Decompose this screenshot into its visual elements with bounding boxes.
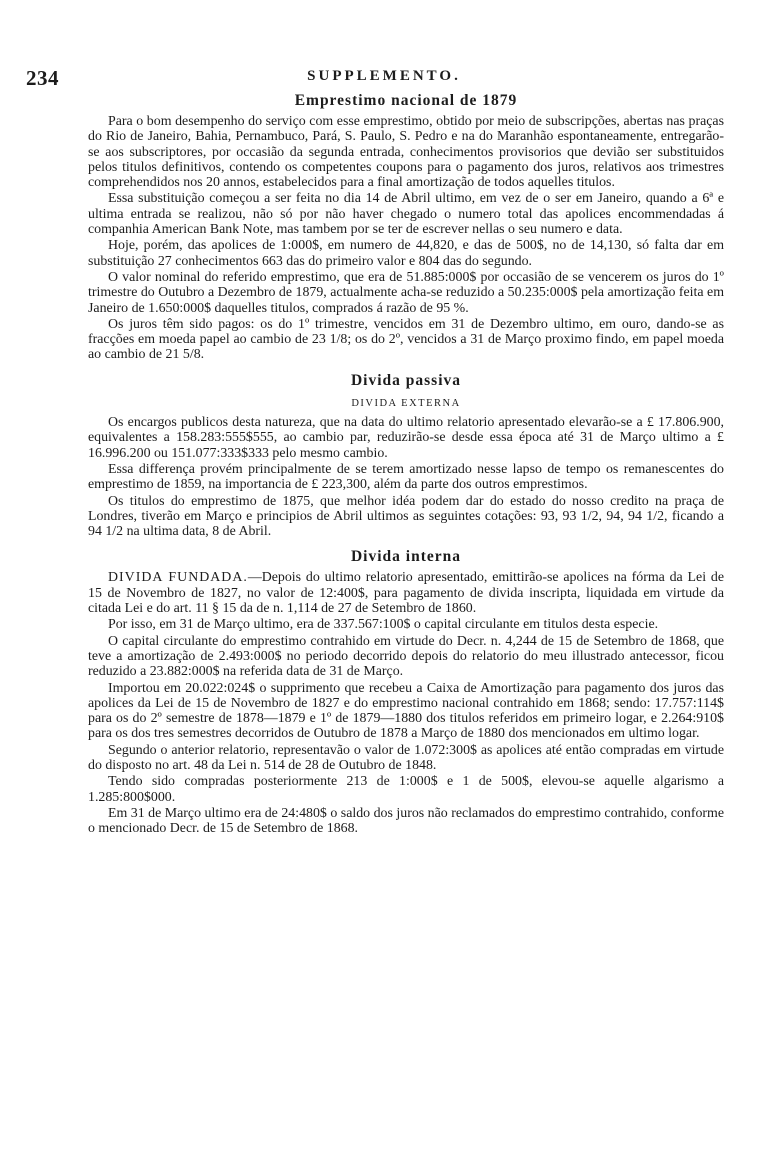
paragraph: Os encargos publicos desta natureza, que na data do ultimo relatorio apresentado elevarão-se a £ 17.806.900, equivalentes a 158.283:555$555, ao cambio par, reduzirão-se desde essa época até 31 de Março ultimo a £ 16.996.200 ou 151.077:333$333 pelo mesmo cambio. xyxy=(88,415,724,461)
subheading-divida-externa: DIVIDA EXTERNA xyxy=(351,397,461,409)
paragraph: Essa differença provém principalmente de se terem amortizado nesse lapso de tempo os remanescentes do emprestimo de 1859, na importancia de £ 223,300, além da parte dos outros emprestimos. xyxy=(88,461,724,493)
paragraph: Essa substituição começou a ser feita no dia 14 de Abril ultimo, em vez de o ser em Janeiro, quando a 6ª e ultima entrada se realizou, não só por não haver chegado o numero total das apolices encommendadas á companhia American Bank Note, mas tambem por se ter de escrever nellas o seu numero e data. xyxy=(88,191,724,238)
section-title: Emprestimo nacional de 1879 xyxy=(294,92,518,109)
paragraph: Hoje, porém, das apolices de 1:000$, em numero de 44,820, e das de 500$, no de 14,130, só falta dar em substituição 27 conhecimentos 663 das do primeiro valor e 804 das do segundo. xyxy=(88,238,724,269)
page-number: 234 xyxy=(26,66,59,90)
divida-fundada-text: —Depois do ultimo relatorio apresentado, emittirão-se apolices na fórma da Lei de 15 de Novembro de 1827, no valor de 12:400$, para pagamento de divida inscripta, liquidada em virtude da citada Lei e do art. 11 § 15 da de n. 1,114 de 27 de Setembro de 1860. xyxy=(88,570,724,617)
heading-divida-interna: Divida interna xyxy=(350,548,462,566)
paragraph: Importou em 20.022:024$ o supprimento que recebeu a Caixa de Amortização para pagamento dos juros das apolices da Lei de 15 de Novembro de 1827 e do emprestimo nacional contrahido em 1868; sendo: 17.757:114$ para os do 2º semestre de 1878—1879 e 1º de 1879—1880 dos titulos referidos em primeiro logar, e 2.264:910$ para os dos tres semestres decorridos de Outubro de 1878 a Março de 1880 dos mencionados em ultimo logar. xyxy=(88,680,724,742)
paragraph: Segundo o anterior relatorio, representavão o valor de 1.072:300$ as apolices até então compradas em virtude do disposto no art. 48 da Lei n. 514 de 28 de Outubro de 1848. xyxy=(88,742,724,773)
paragraph: Os titulos do emprestimo de 1875, que melhor idéa podem dar do estado do nosso credito na praça de Londres, tiverão em Março e principios de Abril ultimos as seguintes cotações: 93, 93 1/2, 94, 94 1/2, ficando a 94 1/2 na ultima data, 8 de Abril. xyxy=(88,493,724,540)
paragraph: Em 31 de Março ultimo era de 24:480$ o saldo dos juros não reclamados do emprestimo contrahido, conforme o mencionado Decr. de 15 de Setembro de 1868. xyxy=(88,805,724,837)
paragraph: O capital circulante do emprestimo contrahido em virtude do Decr. n. 4,244 de 15 de Setembro de 1868, que teve a amortização de 2.493:000$ no periodo decorrido depois do relatorio do meu illustrado antecessor, ficou reduzido a 23.882:000$ na referida data de 31 de Março. xyxy=(88,633,724,680)
heading-divida-passiva: Divida passiva xyxy=(350,371,462,389)
body-text xyxy=(88,90,724,837)
paragraph: Por isso, em 31 de Março ultimo, era de 337.567:100$ o capital circulante em titulos desta especie. xyxy=(108,617,659,633)
divida-fundada-label: DIVIDA FUNDADA. xyxy=(108,570,248,586)
paragraph: O valor nominal do referido emprestimo, que era de 51.885:000$ por occasião de se vencerem os juros do 1º trimestre do Outubro a Dezembro de 1879, actualmente acha-se reduzido a 50.235:000$ pela amortização feita em Janeiro de 1.650:000$ daquelles titulos, comprados á razão de 95 %. xyxy=(88,269,725,316)
paragraph-divida-fundada xyxy=(88,570,724,616)
running-title: SUPPLEMENTO. xyxy=(307,68,461,84)
paragraph: Para o bom desempenho do serviço com esse emprestimo, obtido por meio de subscripções, abertas nas praças do Rio de Janeiro, Bahia, Pernambuco, Pará, S. Paulo, S. Pedro e na do Maranhão espontaneamente, entregarão-se aos subscriptores, por occasião da segunda entrada, conhecimentos provisorios que devião ser substituidos pelos titulos definitivos, contendo os competentes coupons para o pagamento dos juros, relativos aos trimestres comprehendidos nos 20 annos, estabelecidos para a final amortização de todos aquelles titulos. xyxy=(88,114,724,191)
paragraph: Os juros têm sido pagos: os do 1º trimestre, vencidos em 31 de Dezembro ultimo, em ouro, dando-se as fracções em moeda papel ao cambio de 23 1/8; os do 2º, vencidos a 31 de Março proximo findo, em papel moeda ao cambio de 21 5/8. xyxy=(88,316,724,363)
paragraph: Tendo sido compradas posteriormente 213 de 1:000$ e 1 de 500$, elevou-se aquelle algarismo a 1.285:800$000. xyxy=(88,774,724,805)
